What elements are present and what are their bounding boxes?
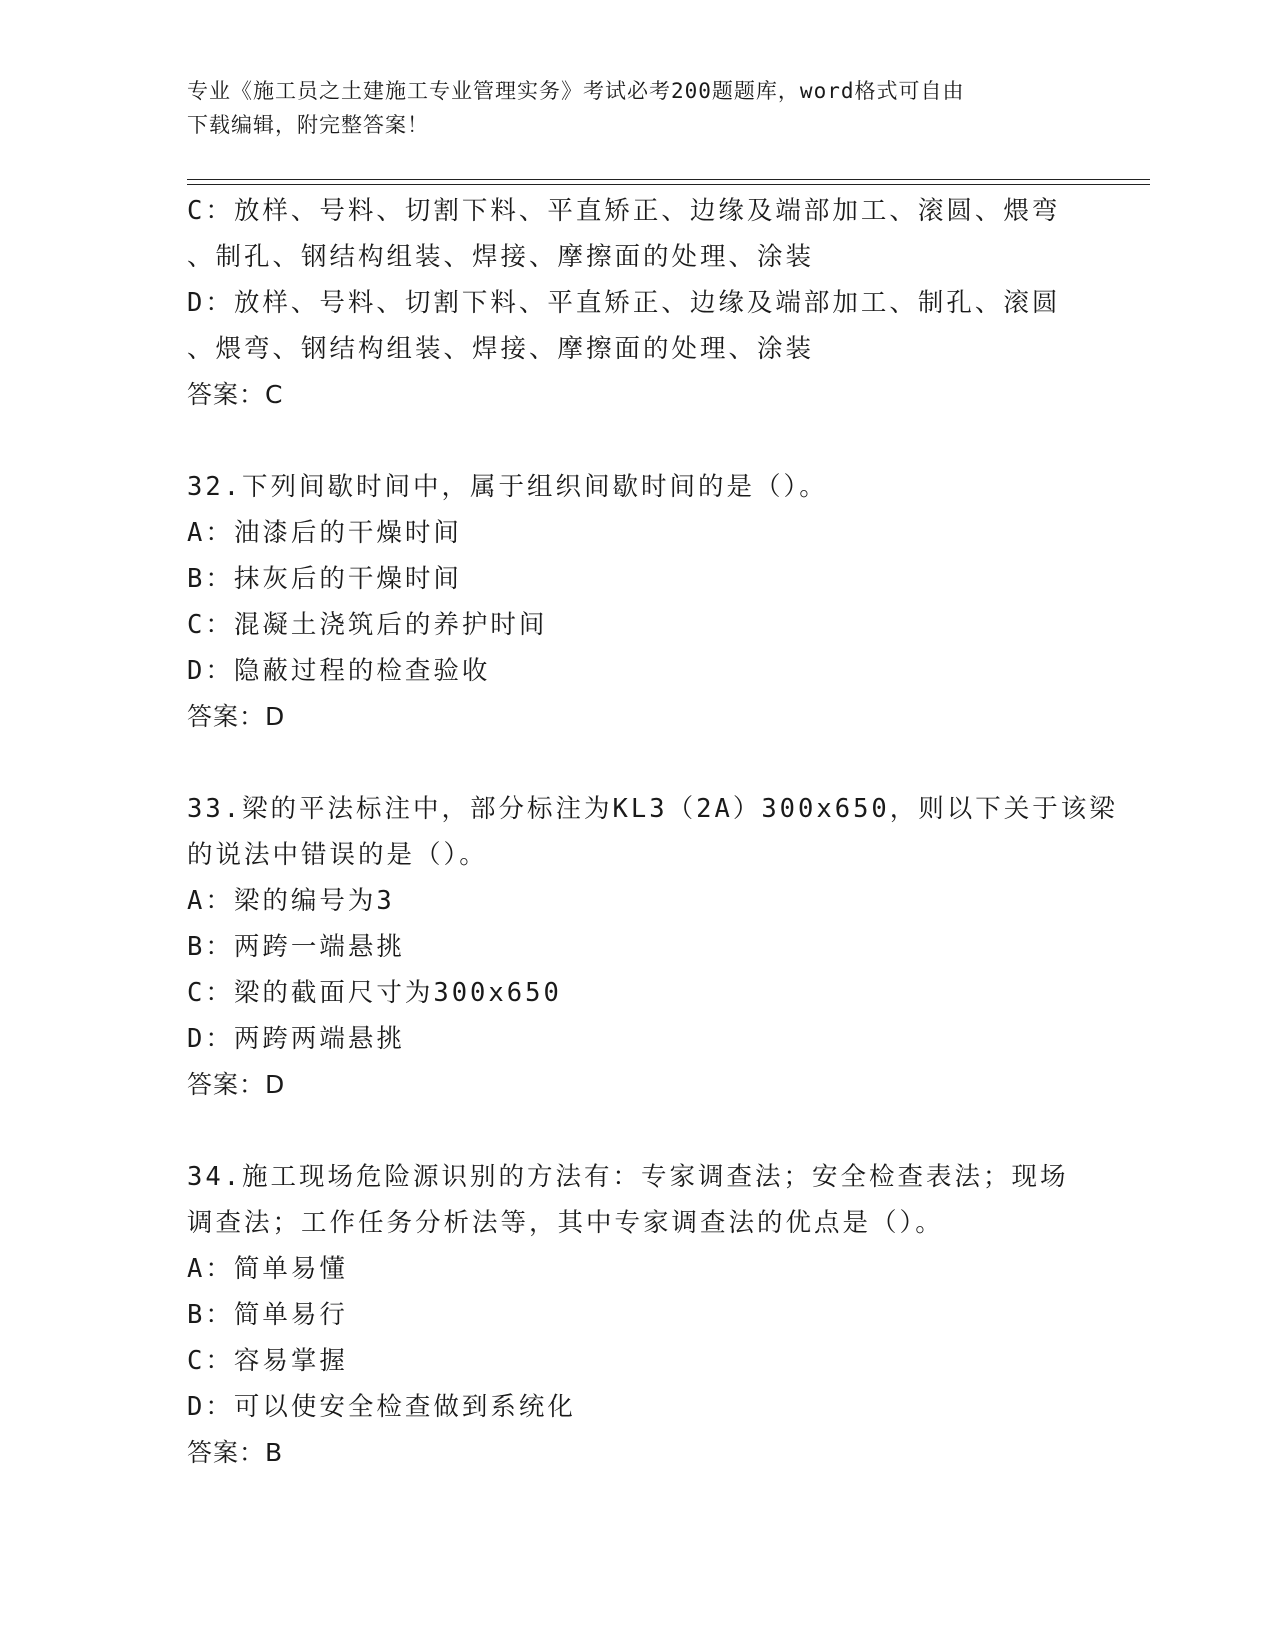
answer-33: 答案：D xyxy=(187,1070,286,1099)
option-c: C：混凝土浇筑后的养护时间 xyxy=(187,610,548,640)
question-31-tail xyxy=(187,188,1087,418)
answer-34: 答案：B xyxy=(187,1438,284,1467)
question-32 xyxy=(187,464,1087,740)
option-d: D：隐蔽过程的检查验收 xyxy=(187,656,491,686)
question-stem-line-1: 33.梁的平法标注中，部分标注为KL3（2A）300x650，则以下关于该梁 xyxy=(187,794,1118,824)
header-line-2: 下载编辑，附完整答案！ xyxy=(187,113,429,137)
option-d-line-1: D：放样、号料、切割下料、平直矫正、边缘及端部加工、制孔、滚圆 xyxy=(187,288,1061,318)
question-content xyxy=(187,188,1118,1476)
option-d-line-2: 、煨弯、钢结构组装、焊接、摩擦面的处理、涂装 xyxy=(187,334,815,364)
question-stem-line-2: 调查法；工作任务分析法等，其中专家调查法的优点是（）。 xyxy=(187,1208,944,1238)
option-b: B：两跨一端悬挑 xyxy=(187,932,405,962)
header-divider-bottom xyxy=(187,184,1150,185)
option-d: D：两跨两端悬挑 xyxy=(187,1024,405,1054)
header-divider-top xyxy=(187,179,1150,180)
option-c-line-2: 、制孔、钢结构组装、焊接、摩擦面的处理、涂装 xyxy=(187,242,815,272)
option-c-line-1: C：放样、号料、切割下料、平直矫正、边缘及端部加工、滚圆、煨弯 xyxy=(187,196,1061,226)
option-a: A：油漆后的干燥时间 xyxy=(187,518,462,548)
question-34 xyxy=(187,1154,1087,1476)
spacer xyxy=(187,740,1087,786)
option-a: A：简单易懂 xyxy=(187,1254,348,1284)
header-line-1: 专业《施工员之土建施工专业管理实务》考试必考200题题库，word格式可自由 xyxy=(187,79,965,103)
document-header xyxy=(187,74,1087,142)
spacer xyxy=(187,1108,1087,1154)
question-33 xyxy=(187,786,1118,1108)
answer-31: 答案：C xyxy=(187,380,284,409)
option-c: C：容易掌握 xyxy=(187,1346,348,1376)
question-stem-line-2: 的说法中错误的是（）。 xyxy=(187,840,488,870)
option-a: A：梁的编号为3 xyxy=(187,886,395,916)
answer-32: 答案：D xyxy=(187,702,286,731)
option-b: B：抹灰后的干燥时间 xyxy=(187,564,462,594)
option-c: C：梁的截面尺寸为300x650 xyxy=(187,978,562,1008)
option-b: B：简单易行 xyxy=(187,1300,348,1330)
question-stem: 32.下列间歇时间中，属于组织间歇时间的是（）。 xyxy=(187,472,828,502)
spacer xyxy=(187,418,1087,464)
question-stem-line-1: 34.施工现场危险源识别的方法有：专家调查法；安全检查表法；现场 xyxy=(187,1162,1069,1192)
option-d: D：可以使安全检查做到系统化 xyxy=(187,1392,576,1422)
